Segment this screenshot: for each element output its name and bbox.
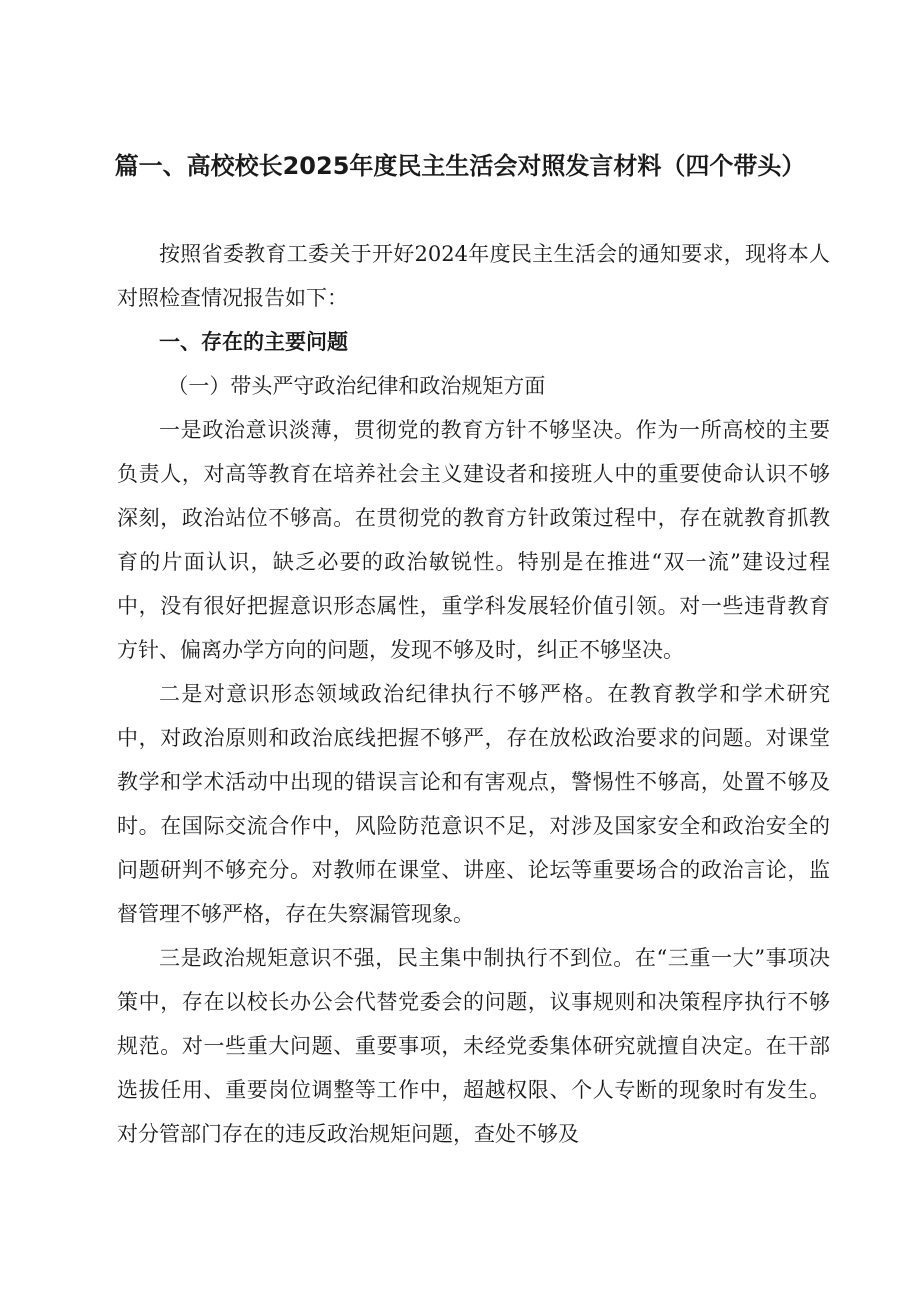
section-heading: 一、存在的主要问题: [159, 330, 348, 354]
document-title: 篇一、高校校长2025年度民主生活会对照发言材料（四个带头）: [114, 152, 806, 180]
document-body: [117, 232, 830, 1156]
intro-paragraph: 按照省委教育工委关于开好2024年度民主生活会的通知要求，现将本人对照检查情况报告如下：: [117, 242, 830, 310]
body-paragraph: 三是政治规矩意识不强，民主集中制执行不到位。在“三重一大”事项决策中，存在以校长办公会代替党委会的问题，议事规则和决策程序执行不够规范。对一些重大问题、重要事项，未经党委集体研究就擅自决定。在干部选拔任用、重要岗位调整等工作中，超越权限、个人专断的现象时有发生。对分管部门存在的违反政治规矩问题，查处不够及: [117, 946, 830, 1146]
body-paragraph: 二是对意识形态领域政治纪律执行不够严格。在教育教学和学术研究中，对政治原则和政治底线把握不够严，存在放松政治要求的问题。对课堂教学和学术活动中出现的错误言论和有害观点，警惕性不够高，处置不够及时。在国际交流合作中，风险防范意识不足，对涉及国家安全和政治安全的问题研判不够充分。对教师在课堂、讲座、论坛等重要场合的政治言论，监督管理不够严格，存在失察漏管现象。: [117, 682, 830, 926]
body-paragraph: 一是政治意识淡薄，贯彻党的教育方针不够坚决。作为一所高校的主要负责人，对高等教育在培养社会主义建设者和接班人中的重要使命认识不够深刻，政治站位不够高。在贯彻党的教育方针政策过程中，存在就教育抓教育的片面认识，缺乏必要的政治敏锐性。特别是在推进“双一流”建设过程中，没有很好把握意识形态属性，重学科发展轻价值引领。对一些违背教育方针、偏离办学方向的问题，发现不够及时，纠正不够坚决。: [117, 418, 830, 662]
subsection-heading: （一）带头严守政治纪律和政治规矩方面: [167, 374, 546, 398]
